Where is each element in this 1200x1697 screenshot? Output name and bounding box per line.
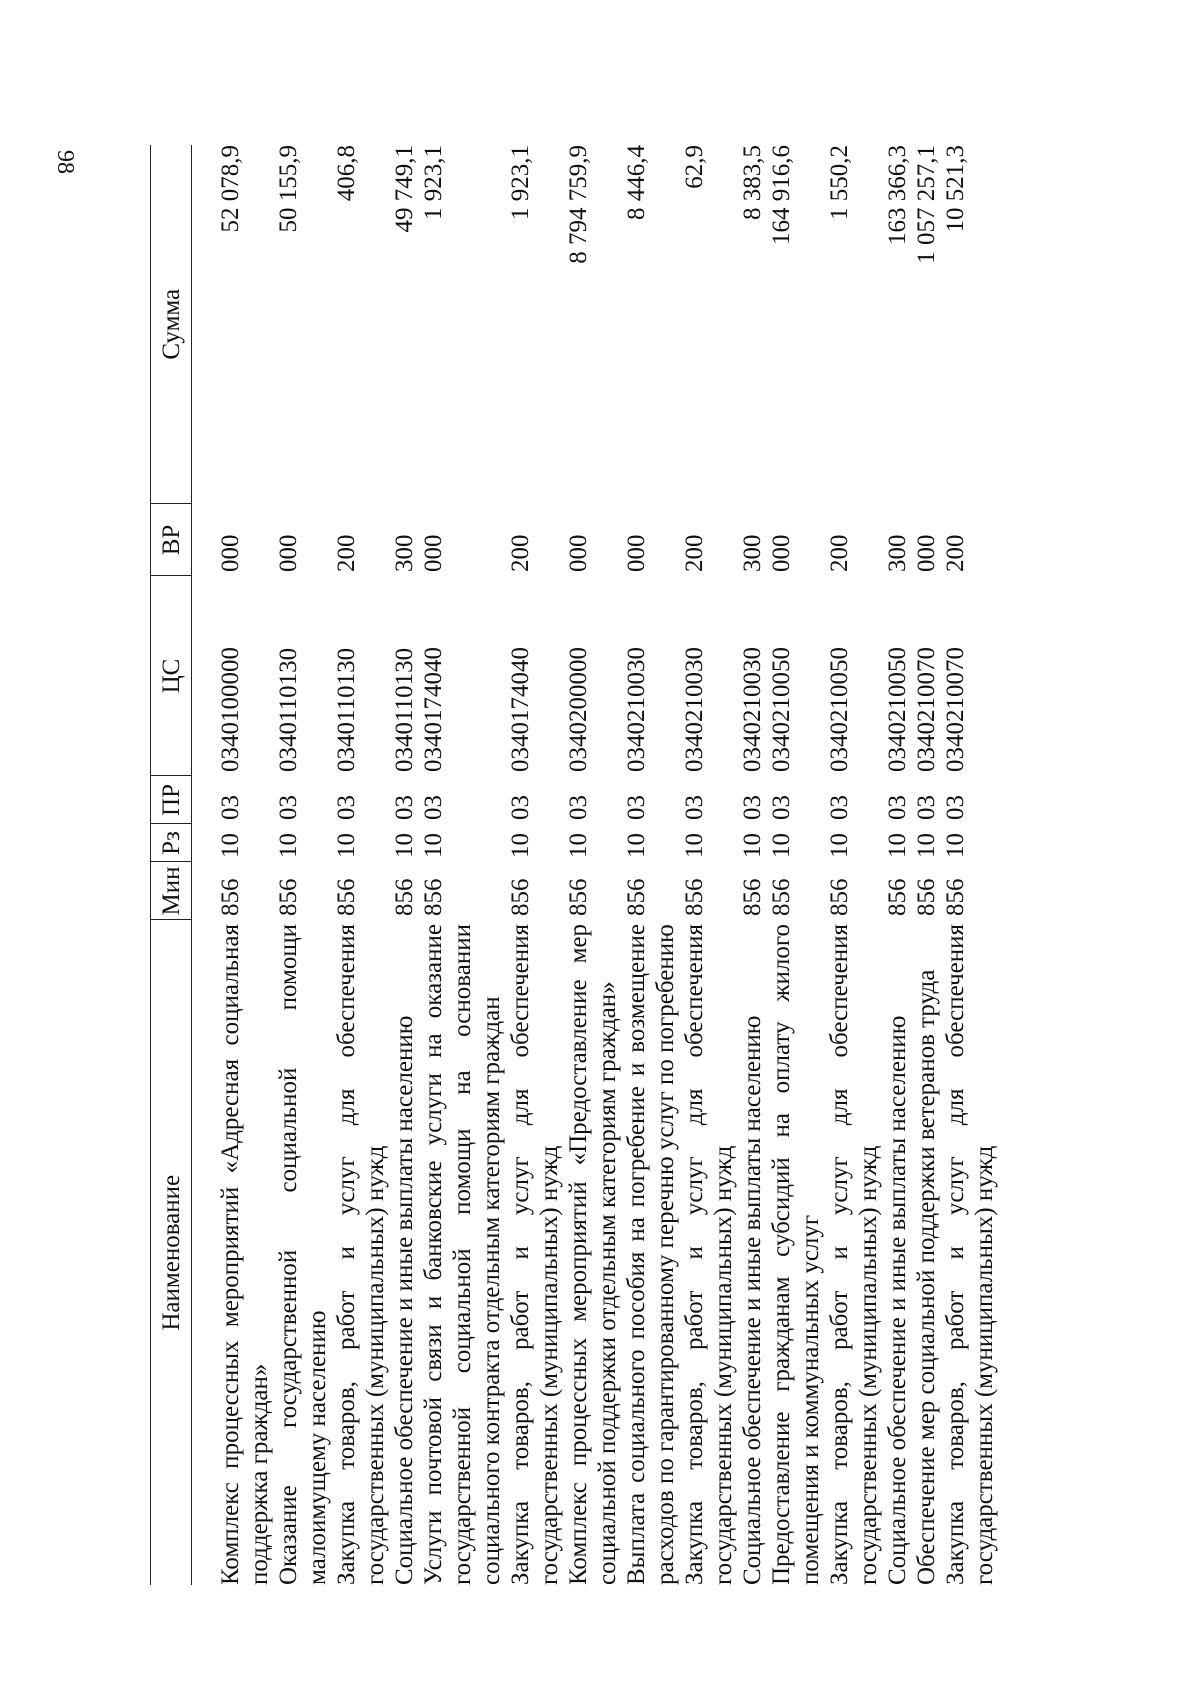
row-vr: 300	[391, 534, 418, 572]
row-name: Комплекс процессных мероприятий «Адресная социальная поддержка граждан»	[217, 924, 273, 1585]
budget-table	[150, 145, 999, 1585]
row-min: 856	[507, 878, 534, 916]
row-name: Закупка товаров, работ и услуг для обеспечения государственных (муниципальных) нужд	[507, 924, 563, 1585]
row-min: 856	[681, 878, 708, 916]
row-sum: 49 749,1	[391, 145, 418, 233]
row-cs: 0340210030	[681, 647, 708, 772]
row-vr: 000	[565, 534, 592, 572]
row-min: 856	[913, 878, 940, 916]
row-vr: 000	[768, 534, 795, 572]
row-rz: 10	[942, 833, 969, 858]
row-cs: 0340210030	[739, 647, 766, 772]
row-vr: 300	[884, 534, 911, 572]
row-vr: 200	[333, 534, 360, 572]
row-vr: 000	[275, 534, 302, 572]
row-vr: 200	[826, 534, 853, 572]
row-rz: 10	[333, 833, 360, 858]
row-rz: 10	[681, 833, 708, 858]
row-sum: 8 794 759,9	[565, 145, 592, 264]
row-sum: 62,9	[681, 145, 708, 189]
row-cs: 0340174040	[507, 647, 534, 772]
row-min: 856	[333, 878, 360, 916]
row-vr: 000	[217, 534, 244, 572]
row-rz: 10	[275, 833, 302, 858]
table-row	[564, 145, 622, 1585]
row-cs: 0340210070	[913, 647, 940, 772]
row-pr: 03	[739, 795, 766, 820]
row-pr: 03	[913, 795, 940, 820]
row-pr: 03	[681, 795, 708, 820]
row-vr: 200	[507, 534, 534, 572]
row-rz: 10	[884, 833, 911, 858]
table-row	[390, 145, 419, 1585]
row-name: Комплекс процессных мероприятий «Предоставление мер социальной поддержки отдельным категориям граждан»	[565, 924, 621, 1585]
row-vr: 300	[739, 534, 766, 572]
row-pr: 03	[420, 795, 447, 820]
row-min: 856	[768, 878, 795, 916]
table-row	[825, 145, 883, 1585]
row-name: Выплата социального пособия на погребение и возмещение расходов по гарантированному перечню услуг по погребению	[623, 924, 679, 1585]
row-name: Социальное обеспечение и иные выплаты населению	[739, 1015, 766, 1585]
row-min: 856	[623, 878, 650, 916]
row-rz: 10	[768, 833, 795, 858]
row-min: 856	[884, 878, 911, 916]
row-pr: 03	[623, 795, 650, 820]
header-cs: ЦС	[151, 576, 192, 776]
row-pr: 03	[884, 795, 911, 820]
row-sum: 10 521,3	[942, 145, 969, 233]
row-sum: 8 446,4	[623, 145, 650, 220]
row-rz: 10	[913, 833, 940, 858]
row-sum: 52 078,9	[217, 145, 244, 233]
row-rz: 10	[623, 833, 650, 858]
row-sum: 1 057 257,1	[913, 145, 940, 264]
table-row	[767, 145, 825, 1585]
header-name: Наименование	[151, 920, 192, 1585]
page-number: 98	[52, 150, 78, 174]
row-vr: 200	[942, 534, 969, 572]
row-rz: 10	[217, 833, 244, 858]
row-cs: 0340200000	[565, 647, 592, 772]
row-sum: 163 366,3	[884, 145, 911, 245]
table-row	[622, 145, 680, 1585]
row-pr: 03	[565, 795, 592, 820]
row-min: 856	[942, 878, 969, 916]
row-sum: 1 550,2	[826, 145, 853, 220]
table-row	[912, 145, 941, 1585]
table-row	[883, 145, 912, 1585]
row-vr: 000	[420, 534, 447, 572]
table-row	[738, 145, 767, 1585]
table-row	[332, 145, 390, 1585]
table-row	[419, 145, 506, 1585]
table-row	[680, 145, 738, 1585]
row-rz: 10	[565, 833, 592, 858]
row-sum: 1 923,1	[507, 145, 534, 220]
table-row	[941, 145, 999, 1585]
row-pr: 03	[942, 795, 969, 820]
row-cs: 0340100000	[217, 647, 244, 772]
row-vr: 000	[623, 534, 650, 572]
row-pr: 03	[275, 795, 302, 820]
row-sum: 164 916,6	[768, 145, 795, 245]
row-min: 856	[391, 878, 418, 916]
row-min: 856	[420, 878, 447, 916]
row-sum: 50 155,9	[275, 145, 302, 233]
row-cs: 0340110130	[391, 647, 418, 772]
row-sum: 8 383,5	[739, 145, 766, 220]
row-sum: 406,8	[333, 145, 360, 202]
row-rz: 10	[826, 833, 853, 858]
row-cs: 0340210050	[826, 647, 853, 772]
table-body	[192, 145, 1000, 1585]
row-rz: 10	[420, 833, 447, 858]
row-pr: 03	[333, 795, 360, 820]
row-name: Услуги почтовой связи и банковские услуги на оказание государственной социальной помощи на основании социального контракта отдельным категориям граждан	[420, 924, 505, 1585]
table-row	[506, 145, 564, 1585]
header-pr: ПР	[151, 776, 192, 824]
header-rz: Рз	[151, 824, 192, 862]
row-cs: 0340110130	[333, 647, 360, 772]
row-name: Закупка товаров, работ и услуг для обеспечения государственных (муниципальных) нужд	[942, 924, 998, 1585]
row-min: 856	[565, 878, 592, 916]
row-name: Обеспечение мер социальной поддержки ветеранов труда	[913, 969, 940, 1585]
row-cs: 0340210050	[884, 647, 911, 772]
row-vr: 000	[913, 534, 940, 572]
row-cs: 0340210030	[623, 647, 650, 772]
table-row	[192, 145, 275, 1585]
table-header-row	[151, 145, 192, 1585]
row-pr: 03	[768, 795, 795, 820]
row-name: Предоставление гражданам субсидий на оплату жилого помещения и коммунальных услуг	[768, 924, 824, 1585]
row-pr: 03	[507, 795, 534, 820]
row-min: 856	[217, 878, 244, 916]
row-cs: 0340110130	[275, 647, 302, 772]
row-name: Социальное обеспечение и иные выплаты населению	[391, 1015, 418, 1585]
row-cs: 0340210070	[942, 647, 969, 772]
budget-table-sheet	[150, 145, 1080, 1585]
row-rz: 10	[739, 833, 766, 858]
row-pr: 03	[217, 795, 244, 820]
header-min: Мин	[151, 862, 192, 920]
row-min: 856	[826, 878, 853, 916]
row-min: 856	[275, 878, 302, 916]
row-pr: 03	[391, 795, 418, 820]
row-name: Закупка товаров, работ и услуг для обеспечения государственных (муниципальных) нужд	[333, 924, 389, 1585]
row-vr: 200	[681, 534, 708, 572]
row-name: Закупка товаров, работ и услуг для обеспечения государственных (муниципальных) нужд	[826, 924, 882, 1585]
row-name: Оказание государственной социальной помощи малоимущему населению	[275, 924, 331, 1585]
row-name: Социальное обеспечение и иные выплаты населению	[884, 1015, 911, 1585]
header-vr: ВР	[151, 504, 192, 576]
row-min: 856	[739, 878, 766, 916]
row-rz: 10	[391, 833, 418, 858]
table-row	[274, 145, 332, 1585]
row-cs: 0340210050	[768, 647, 795, 772]
row-name: Закупка товаров, работ и услуг для обеспечения государственных (муниципальных) нужд	[681, 924, 737, 1585]
header-sum: Сумма	[151, 145, 192, 504]
row-rz: 10	[507, 833, 534, 858]
row-cs: 0340174040	[420, 647, 447, 772]
row-sum: 1 923,1	[420, 145, 447, 220]
row-pr: 03	[826, 795, 853, 820]
